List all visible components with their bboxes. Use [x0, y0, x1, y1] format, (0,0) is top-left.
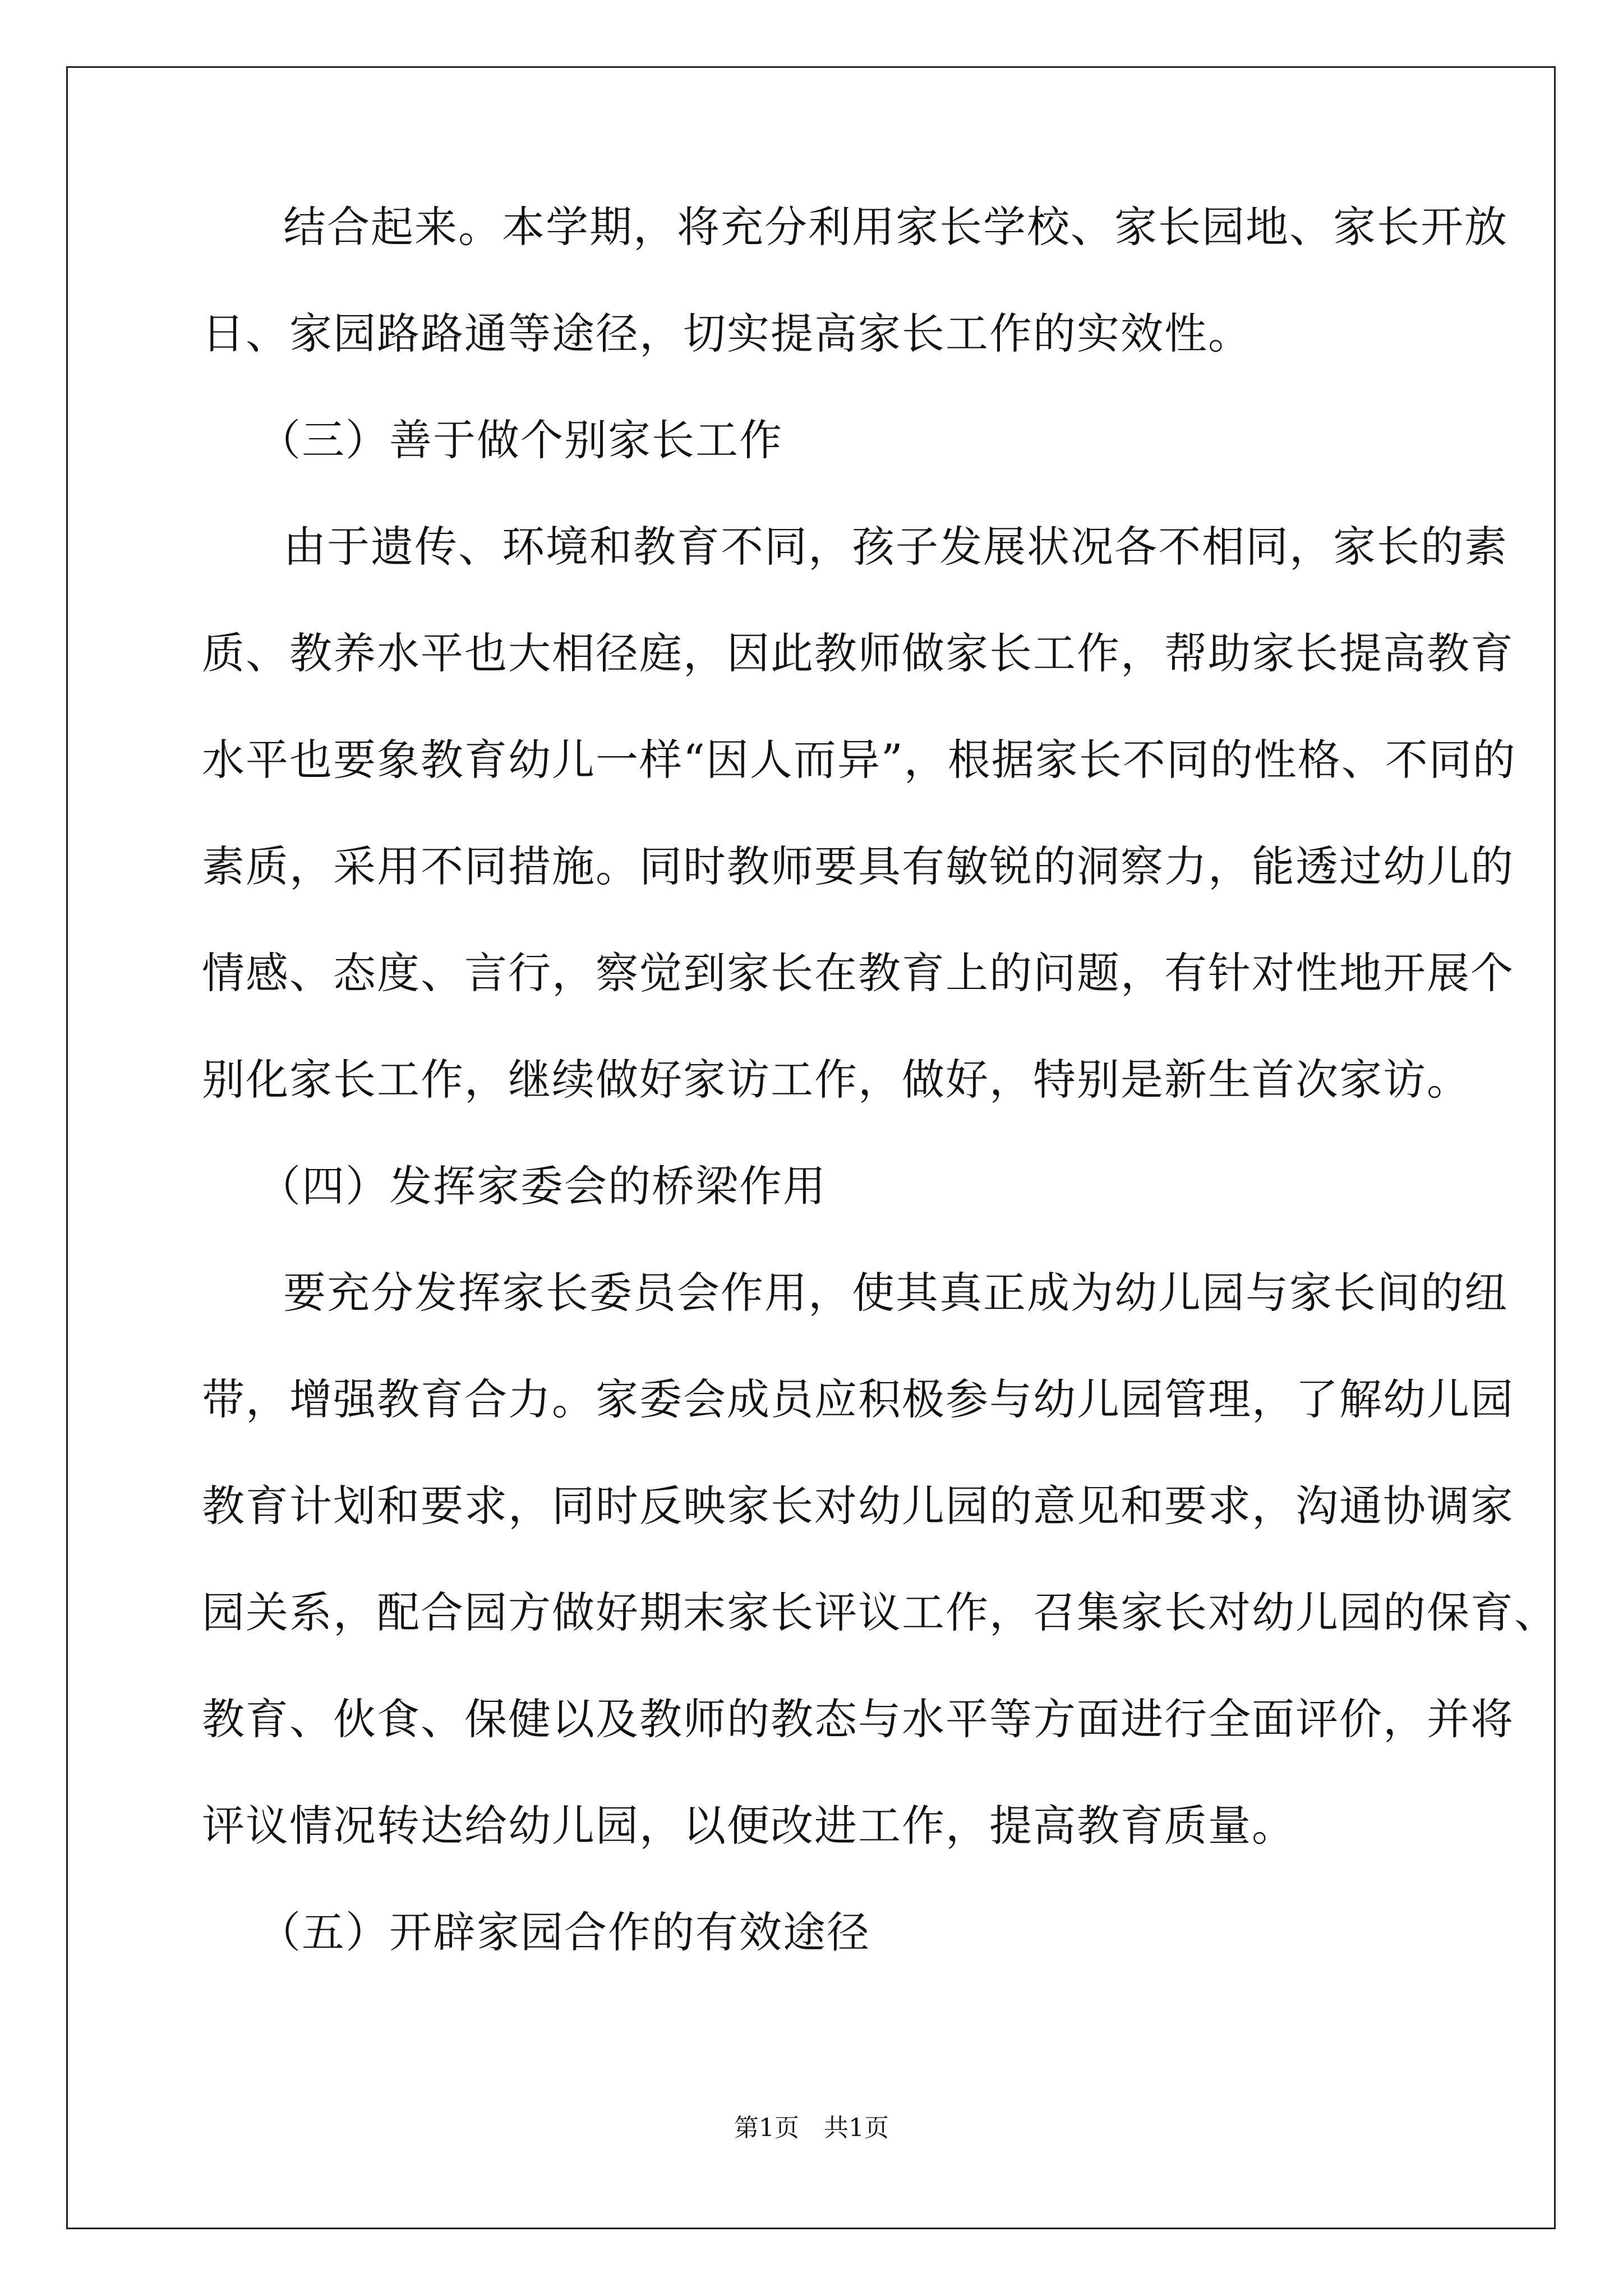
paragraph-line: 要充分发挥家长委员会作用，使其真正成为幼儿园与家长间的纽: [283, 1268, 1508, 1318]
paragraph-line: 结合起来。本学期，将充分利用家长学校、家长园地、家长开放: [283, 202, 1508, 252]
paragraph-line: 别化家长工作，继续做好家访工作，做好，特别是新生首次家访。: [202, 1055, 1470, 1105]
page-number-footer: 第1页 共1页: [734, 2114, 889, 2142]
paragraph-line: 质、教养水平也大相径庭，因此教师做家长工作，帮助家长提高教育: [202, 628, 1514, 678]
paragraph-line: 素质，采用不同措施。同时教师要具有敏锐的洞察力，能透过幼儿的: [202, 841, 1514, 891]
paragraph-line: 由于遗传、环境和教育不同，孩子发展状况各不相同，家长的素: [283, 522, 1508, 572]
paragraph-line: 情感、态度、言行，察觉到家长在教育上的问题，有针对性地开展个: [202, 948, 1514, 998]
paragraph-line: 教育计划和要求，同时反映家长对幼儿园的意见和要求，沟通协调家: [202, 1481, 1514, 1531]
paragraph-line: 教育、伙食、保健以及教师的教态与水平等方面进行全面评价，并将: [202, 1694, 1514, 1744]
page-border: [66, 66, 1556, 2229]
paragraph-line: 园关系，配合园方做好期末家长评议工作，召集家长对幼儿园的保育、: [202, 1588, 1558, 1637]
section-heading: （三）善于做个别家长工作: [258, 415, 783, 465]
paragraph-line: 日、家园路路通等途径，切实提高家长工作的实效性。: [202, 309, 1252, 358]
paragraph-line: 带，增强教育合力。家委会成员应积极参与幼儿园管理，了解幼儿园: [202, 1374, 1514, 1424]
paragraph-line: 评议情况转达给幼儿园，以便改进工作，提高教育质量。: [202, 1801, 1295, 1851]
section-heading: （四）发挥家委会的桥梁作用: [258, 1161, 827, 1211]
section-heading: （五）开辟家园合作的有效途径: [258, 1907, 870, 1957]
paragraph-line: 水平也要象教育幼儿一样“因人而异”，根据家长不同的性格、不同的: [202, 735, 1516, 785]
